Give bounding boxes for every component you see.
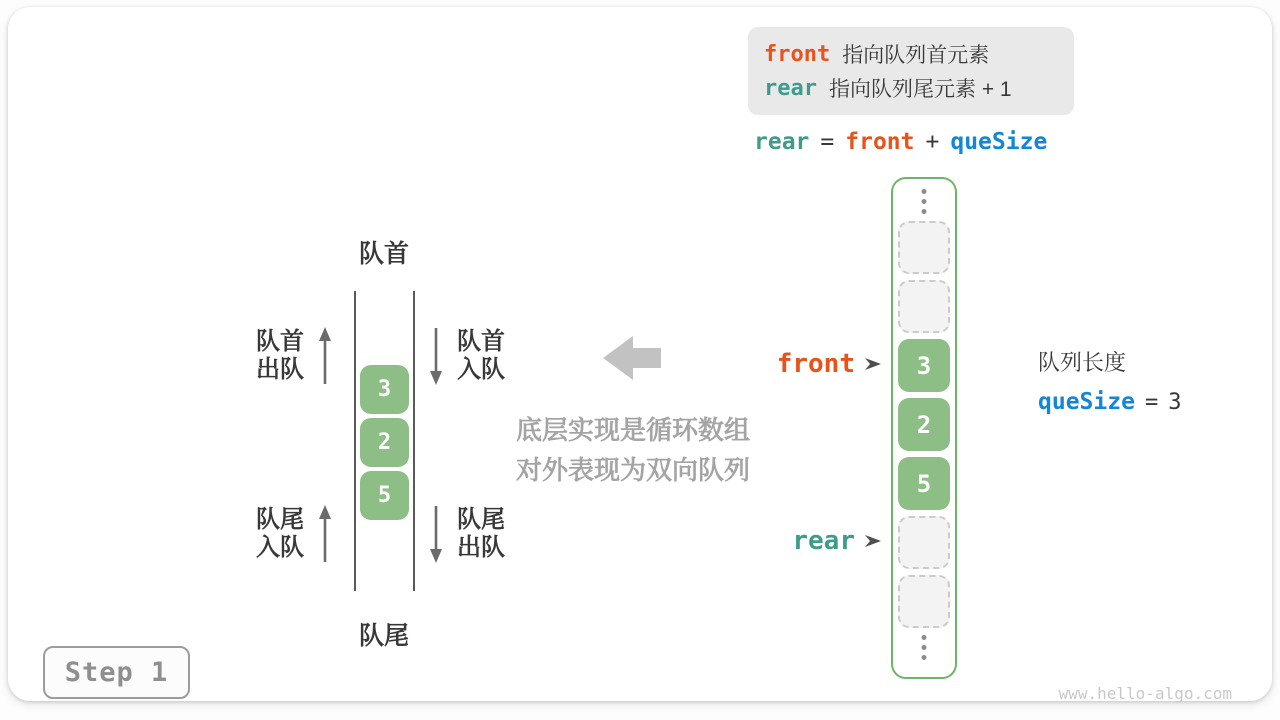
pointer-arrow-icon [864,532,882,550]
op-label-line: 队首 [256,328,304,355]
array-cell: 3 [898,339,950,392]
down-arrow-icon [428,327,444,385]
op-tail-enqueue-label [256,506,304,562]
formula-plus: + [925,129,940,155]
formula-quesize: queSize [950,129,1048,155]
ellipsis-bottom-icon [922,635,927,660]
step-badge: Step 1 [43,646,190,699]
array-cell: 5 [898,457,950,510]
pointer-arrow-icon [864,355,882,373]
ellipsis-top-icon [922,189,927,214]
legend-line-rear [764,71,1074,105]
formula-rear: rear [754,129,810,155]
queue-length-title: 队列长度 [1038,350,1127,375]
op-tail-dequeue-label [457,506,505,562]
op-label-line: 队尾 [457,506,505,533]
left-block-arrow-icon [603,336,661,380]
queue-length-info [1038,346,1181,415]
array-cell: 2 [898,398,950,451]
front-description: 指向队列首元素 [842,44,990,67]
caption-line-1: 底层实现是循环数组 [515,415,750,445]
array-cell-empty [898,280,950,333]
diagram-card [8,7,1272,701]
quesize-value-line [1038,389,1181,415]
rear-keyword: rear [764,75,817,101]
deque-cell: 3 [360,365,409,414]
pointer-legend-box [748,27,1074,115]
op-head-dequeue [256,327,333,385]
front-pointer-label: front [776,348,855,379]
array-cell-empty [898,221,950,274]
front-keyword: front [764,41,831,67]
rear-description: 指向队列尾元素 + 1 [828,78,1012,101]
channel-right-wall [413,291,415,591]
op-head-enqueue-label [457,328,505,384]
quesize-keyword: queSize [1038,389,1135,415]
down-arrow-icon [428,505,444,563]
op-tail-dequeue [428,505,505,563]
op-head-dequeue-label [256,328,304,384]
deque-head-label: 队首 [358,240,409,268]
caption-line-2: 对外表现为双向队列 [515,455,750,485]
op-label-line: 出队 [256,356,304,383]
quesize-equals: = [1144,389,1159,415]
watermark-url: www.hello-algo.com [1058,684,1232,703]
op-head-enqueue [428,327,505,385]
front-pointer [760,337,882,390]
deque-cell: 5 [360,471,409,520]
deque-tail-label: 队尾 [358,622,409,650]
channel-left-wall [354,291,356,591]
op-label-line: 出队 [457,534,505,561]
op-label-line: 入队 [457,356,505,383]
formula-front: front [845,129,915,155]
op-label-line: 队尾 [256,506,304,533]
op-label-line: 入队 [256,534,304,561]
array-cell-empty [898,516,950,569]
rear-pointer-label: rear [792,525,855,556]
legend-line-front [764,37,1074,71]
rear-pointer [760,514,882,567]
deque-cell: 2 [360,418,409,467]
op-label-line: 队首 [457,328,505,355]
circular-array [891,177,957,679]
quesize-value: 3 [1168,389,1182,415]
formula-equals: = [820,129,835,155]
up-arrow-icon [317,327,333,385]
implementation-caption [493,410,773,490]
op-tail-enqueue [256,505,333,563]
rear-formula [754,127,1047,157]
array-cell-empty [898,575,950,628]
up-arrow-icon [317,505,333,563]
